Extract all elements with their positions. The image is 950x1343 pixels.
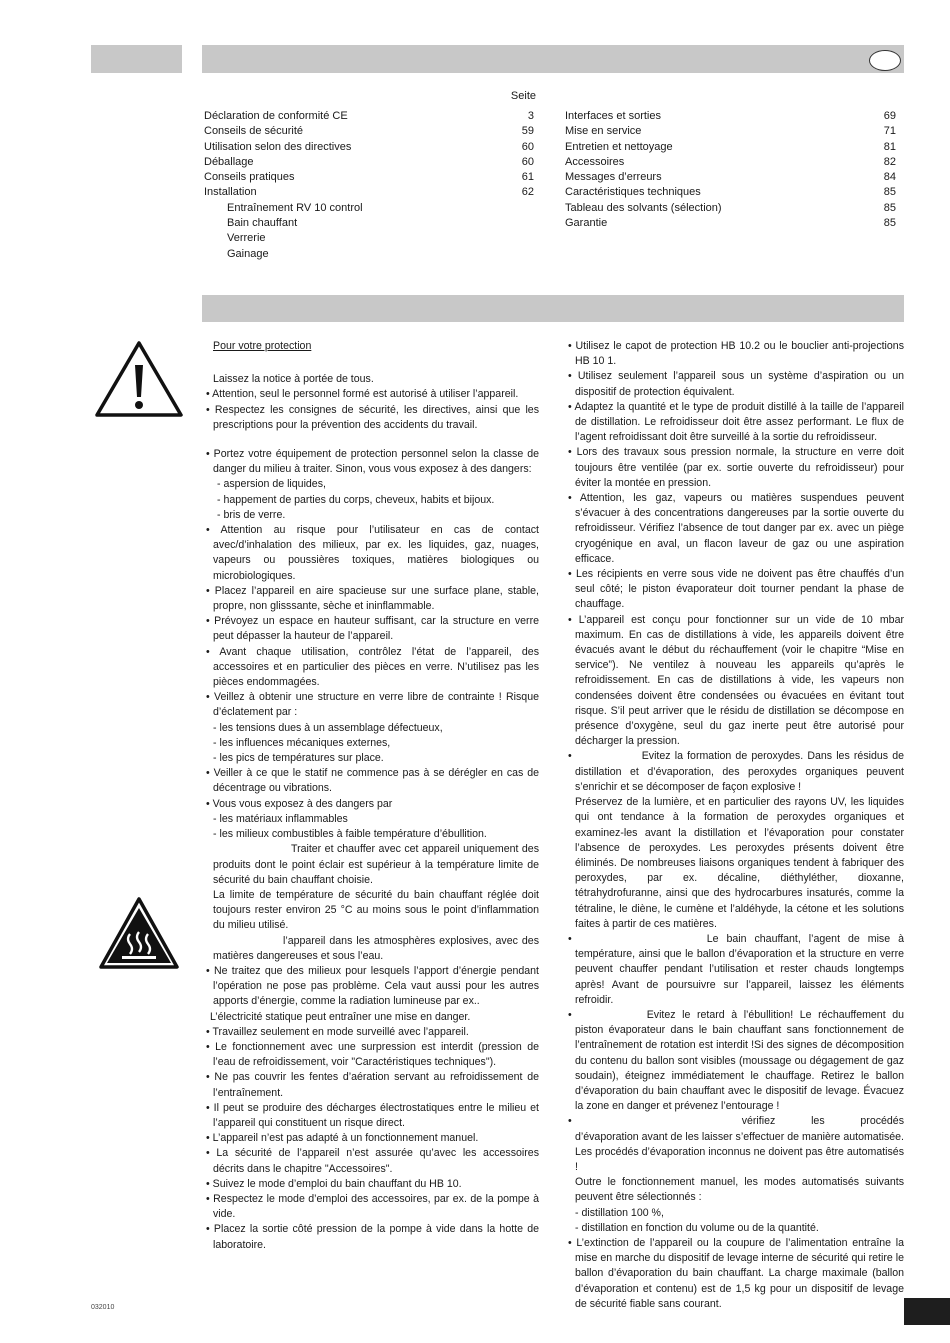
bullet-marker: • bbox=[568, 1008, 572, 1021]
toc-right-column bbox=[565, 109, 896, 231]
safety-bullet: • Utilisez le capot de protection HB 10.2 ou le bouclier anti-projections HB 10 1. bbox=[568, 340, 904, 368]
safety-bullet: • Adaptez la quantité et le type de produit distillé à la taille de l’appareil de distillation. Le refroidisseur doit être assez performant. Le flux de l’agent refroidissant doit être surveillé à la sortie du refroidisseur. bbox=[568, 400, 904, 444]
safety-bullet: • La sécurité de l’appareil n’est assurée qu’avec les accessoires décrits dans le chapitre "Accessoires". bbox=[206, 1147, 539, 1175]
safety-sub-item: - les pics de températures sur place. bbox=[213, 752, 384, 765]
bullet-marker: • bbox=[568, 750, 572, 763]
safety-paragraph: Préservez de la lumière, et en particulier des rayons UV, les liquides qui ont tendance à la formation de peroxydes organiques et examinez-les avant la distillation et l’évaporation pour constater l’absence de peroxydes. Les peroxydes présents doivent être éliminés. De nombreuses liaisons organiques tendent à fabriquer des peroxydes, par ex. décaline, diéthyléther, dioxanne, tétrahydrofuranne, ainsi que des hydrocarbures insaturés, comme la tétraline, le diène, le cumène et l’aldéhyde, la cétone et les solutions faites à partir de ces matières. bbox=[575, 796, 904, 930]
safety-bullet: • Veiller à ce que le statif ne commence pas à se dérégler en cas de décentrage ou vibrations. bbox=[206, 767, 539, 795]
safety-bullet: • Prévoyez un espace en hauteur suffisant, car la structure en verre peut dépasser la hauteur de l’appareil. bbox=[206, 615, 539, 643]
safety-bullet: • Attention au risque pour l’utilisateur en cas de contact avec/d’inhalation des milieux, par ex. les liquides, gaz, nuages, vapeurs ou poussières toxiques, matières biologiques ou microbiologiques. bbox=[206, 524, 539, 582]
toc-left-column bbox=[204, 109, 534, 262]
safety-bullet: • Lors des travaux sous pression normale, la structure en verre doit toujours être ventilée (par ex. sortie ouverte du refroidisseur) pour éviter la montée en pression. bbox=[568, 446, 904, 489]
document-code: 032010 bbox=[91, 1304, 115, 1311]
safety-sub-item: - aspersion de liquides, bbox=[217, 478, 326, 491]
toc-subentry[interactable]: Verrerie bbox=[227, 232, 266, 245]
safety-paragraph: L’électricité statique peut entraîner une mise en danger. bbox=[210, 1010, 471, 1023]
safety-bullet: • Placez l’appareil en aire spacieuse sur une surface plane, stable, propre, non glisssante, sèche et ininflammable. bbox=[206, 584, 539, 613]
page-number-tab bbox=[904, 1298, 950, 1325]
toc-entry[interactable]: Utilisation selon des directives 60 bbox=[204, 140, 534, 153]
toc-subentry[interactable]: Entraînement RV 10 control bbox=[227, 201, 363, 214]
safety-bullet: • Suivez le mode d’emploi du bain chauffant du HB 10. bbox=[206, 1177, 462, 1190]
safety-sub-item: - distillation 100 %, bbox=[575, 1206, 664, 1219]
header-title-bar bbox=[202, 45, 904, 73]
safety-sub-item: - les matériaux inflammables bbox=[213, 812, 348, 825]
toc-entry[interactable]: Tableau des solvants (sélection) 85 bbox=[565, 201, 896, 214]
toc-entry[interactable]: Interfaces et sorties 69 bbox=[565, 110, 896, 122]
toc-entry[interactable]: Conseils pratiques 61 bbox=[204, 171, 534, 184]
toc-entry[interactable]: Messages d’erreurs 84 bbox=[565, 171, 896, 184]
safety-sub-item: - bris de verre. bbox=[217, 508, 286, 521]
safety-sub-item: - happement de parties du corps, cheveux, habits et bijoux. bbox=[217, 493, 495, 506]
safety-paragraph: l’appareil dans les atmosphères explosives, avec des matières dangereuses et sous l’eau. bbox=[213, 934, 539, 962]
safety-paragraph: La limite de température de sécurité du bain chauffant réglée doit toujours rester environ 25 °C au moins sous le point d’inflammation du milieu utilisé. bbox=[213, 888, 539, 932]
safety-bullet: • L’extinction de l’appareil ou la coupure de l’alimentation entraîne la mise en marche du dispositif de levage interne de sécurité qui retire le ballon d’évaporation du bain chauffant. La charge maximale (ballon d’évaporation et contenu) est de 1,5 kg pour un dispositif de levage de sécurité fiable sans courant. bbox=[568, 1236, 904, 1310]
safety-paragraph: Traiter et chauffer avec cet appareil uniquement des produits dont le point éclair est supérieur à la température limite de sécurité du bain chauffant choisie. bbox=[213, 843, 539, 886]
safety-heading: Pour votre protection bbox=[213, 340, 312, 352]
safety-bullet: • Utilisez seulement l’appareil sous un système d’aspiration ou un dispositif de protection équivalent. bbox=[568, 370, 904, 398]
safety-bullet: • Portez votre équipement de protection personnel selon la classe de danger du milieu à traiter. Sinon, vous vous exposez à des dangers: bbox=[206, 448, 539, 476]
safety-sub-item: - les milieux combustibles à faible température d’ébullition. bbox=[213, 828, 487, 841]
section-title-bar bbox=[202, 295, 904, 322]
safety-bullet: • Evitez le retard à l’ébullition! Le réchauffement du piston évaporateur dans le bain chauffant sans fonctionnement de l’entraînement de rotation est interdit !Si des signes de décomposition du contenu du ballon sont visibles (moussage ou dégagement de gaz soudain), éteignez immédiatement le chauffage. Retirez le ballon d’évaporation du bain chauffant avec le dispositif de levage. Évacuez la zone en danger et prévenez l’entourage ! bbox=[568, 1008, 904, 1113]
safety-bullet: • Le fonctionnement avec une surpression est interdit (pression de l’eau de refroidissement, voir "Caractéristiques techniques"). bbox=[206, 1040, 539, 1069]
safety-bullet: • vérifiez les procédés d’évaporation avant de les laisser s’effectuer de manière automatisée. Les procédés d’évaporation inconnus ne doivent pas être automatisés ! bbox=[568, 1115, 904, 1173]
safety-bullet: • Les récipients en verre sous vide ne doivent pas être chauffés d’un seul côté; le piston évaporateur doit tourner pendant la phase de chauffage. bbox=[568, 568, 904, 611]
safety-left-column bbox=[203, 339, 539, 1253]
language-oval bbox=[869, 50, 901, 71]
safety-bullet: • Travaillez seulement en mode surveillé avec l’appareil. bbox=[206, 1025, 469, 1038]
toc-entry[interactable]: Conseils de sécurité 59 bbox=[204, 125, 534, 138]
safety-paragraph: Outre le fonctionnement manuel, les modes automatisés suivants peuvent être sélectionnés : bbox=[575, 1176, 904, 1204]
safety-bullet: • L’appareil est conçu pour fonctionner sur un vide de 10 mbar maximum. En cas de distillations à vide, les appareils doivent être évacués avant le début du réchauffement (voir le chapitre “Mise en service”). Ne ventilez à nouveau les appareils qu’après le refroidissement. En cas de distillations à vide, les vapeurs non condensées doivent être condensées ou évacuées en évitant tout risque. S’il peut arriver que le résidu de distillation se décompose en présence d’oxygène, seul du gaz inerte peut être autorisé pour décharger la pression. bbox=[568, 613, 904, 748]
toc-entry[interactable]: Déballage 60 bbox=[204, 155, 534, 168]
toc-subentry[interactable]: Bain chauffant bbox=[227, 217, 298, 230]
safety-sub-item: - distillation en fonction du volume ou de la quantité. bbox=[575, 1221, 819, 1234]
safety-bullet: • Le bain chauffant, l’agent de mise à température, ainsi que le ballon d’évaporation et la structure en verre peuvent chauffer pendant l’utilisation et rester chauds longtemps après! Avant de poursuivre sur l’appareil, laissez les éléments refroidir. bbox=[568, 932, 904, 1006]
toc-entry[interactable]: Entretien et nettoyage 81 bbox=[565, 140, 896, 153]
safety-sub-item: - les influences mécaniques externes, bbox=[213, 736, 391, 749]
safety-bullet: • Evitez la formation de peroxydes. Dans les résidus de distillation et d’évaporation, des peroxydes organiques peuvent s’enrichir et se décomposer de façon explosive ! bbox=[568, 750, 904, 793]
toc-entry[interactable]: Déclaration de conformité CE 3 bbox=[204, 110, 534, 122]
bullet-marker: • bbox=[568, 932, 572, 945]
toc-entry[interactable]: Installation 62 bbox=[204, 186, 534, 199]
toc-entry[interactable]: Caractéristiques techniques 85 bbox=[565, 186, 896, 199]
safety-bullet: • Il peut se produire des décharges électrostatiques entre le milieu et l’appareil qui constituent un risque direct. bbox=[206, 1101, 539, 1129]
safety-right-column bbox=[565, 339, 904, 1312]
toc-page-heading: Seite bbox=[510, 90, 536, 102]
safety-sub-item: - les tensions dues à un assemblage défectueux, bbox=[213, 721, 443, 734]
toc-entry[interactable]: Garantie 85 bbox=[565, 217, 896, 230]
safety-bullet: • Ne traitez que des milieux pour lesquels l’apport d’énergie pendant l’opération ne pose pas problème. Cela vaut aussi pour les autres apports d’énergie, comme la radiation lumineuse par ex.. bbox=[206, 964, 539, 1008]
header-left-bar bbox=[91, 45, 182, 73]
safety-bullet: • Respectez le mode d’emploi des accessoires, par ex. de la pompe à vide. bbox=[206, 1192, 539, 1221]
toc-entry[interactable]: Accessoires 82 bbox=[565, 155, 896, 168]
safety-bullet: • Respectez les consignes de sécurité, les directives, ainsi que les prescriptions pour la prévention des accidents du travail. bbox=[206, 403, 539, 431]
safety-bullet: • L’appareil n’est pas adapté à un fonctionnement manuel. bbox=[206, 1132, 479, 1145]
bullet-marker: • bbox=[568, 1115, 572, 1128]
safety-bullet: • Attention, seul le personnel formé est autorisé à utiliser l’appareil. bbox=[206, 388, 519, 401]
safety-bullet: • Placez la sortie côté pression de la pompe à vide dans la hotte de laboratoire. bbox=[206, 1223, 539, 1251]
safety-bullet: • Attention, les gaz, vapeurs ou matières suspendues peuvent s’évacuer à des concentrations dangereuses par la sortie ouverte du refroidisseur. Vérifiez l’absence de tout danger par ex. avec un piège cryogénique en aval, un flacon laveur de gaz ou une aspiration efficace. bbox=[568, 492, 904, 565]
safety-bullet: • Avant chaque utilisation, contrôlez l’état de l’appareil, des accessoires et en particulier des pièces en verre. N’utilisez pas les pièces endommagées. bbox=[206, 645, 539, 689]
toc-subentry[interactable]: Gainage bbox=[227, 247, 269, 260]
safety-bullet: • Vous vous exposez à des dangers par bbox=[206, 797, 393, 810]
general-warning-icon bbox=[94, 340, 184, 418]
hot-surface-warning-icon bbox=[98, 896, 180, 970]
toc-entry[interactable]: Mise en service 71 bbox=[565, 125, 896, 138]
safety-paragraph: Laissez la notice à portée de tous. bbox=[213, 373, 374, 386]
safety-bullet: • Ne pas couvrir les fentes d’aération servant au refroidissement de l’entraînement. bbox=[206, 1071, 539, 1099]
safety-bullet: • Veillez à obtenir une structure en verre libre de contrainte ! Risque d’éclatement par : bbox=[206, 691, 539, 719]
